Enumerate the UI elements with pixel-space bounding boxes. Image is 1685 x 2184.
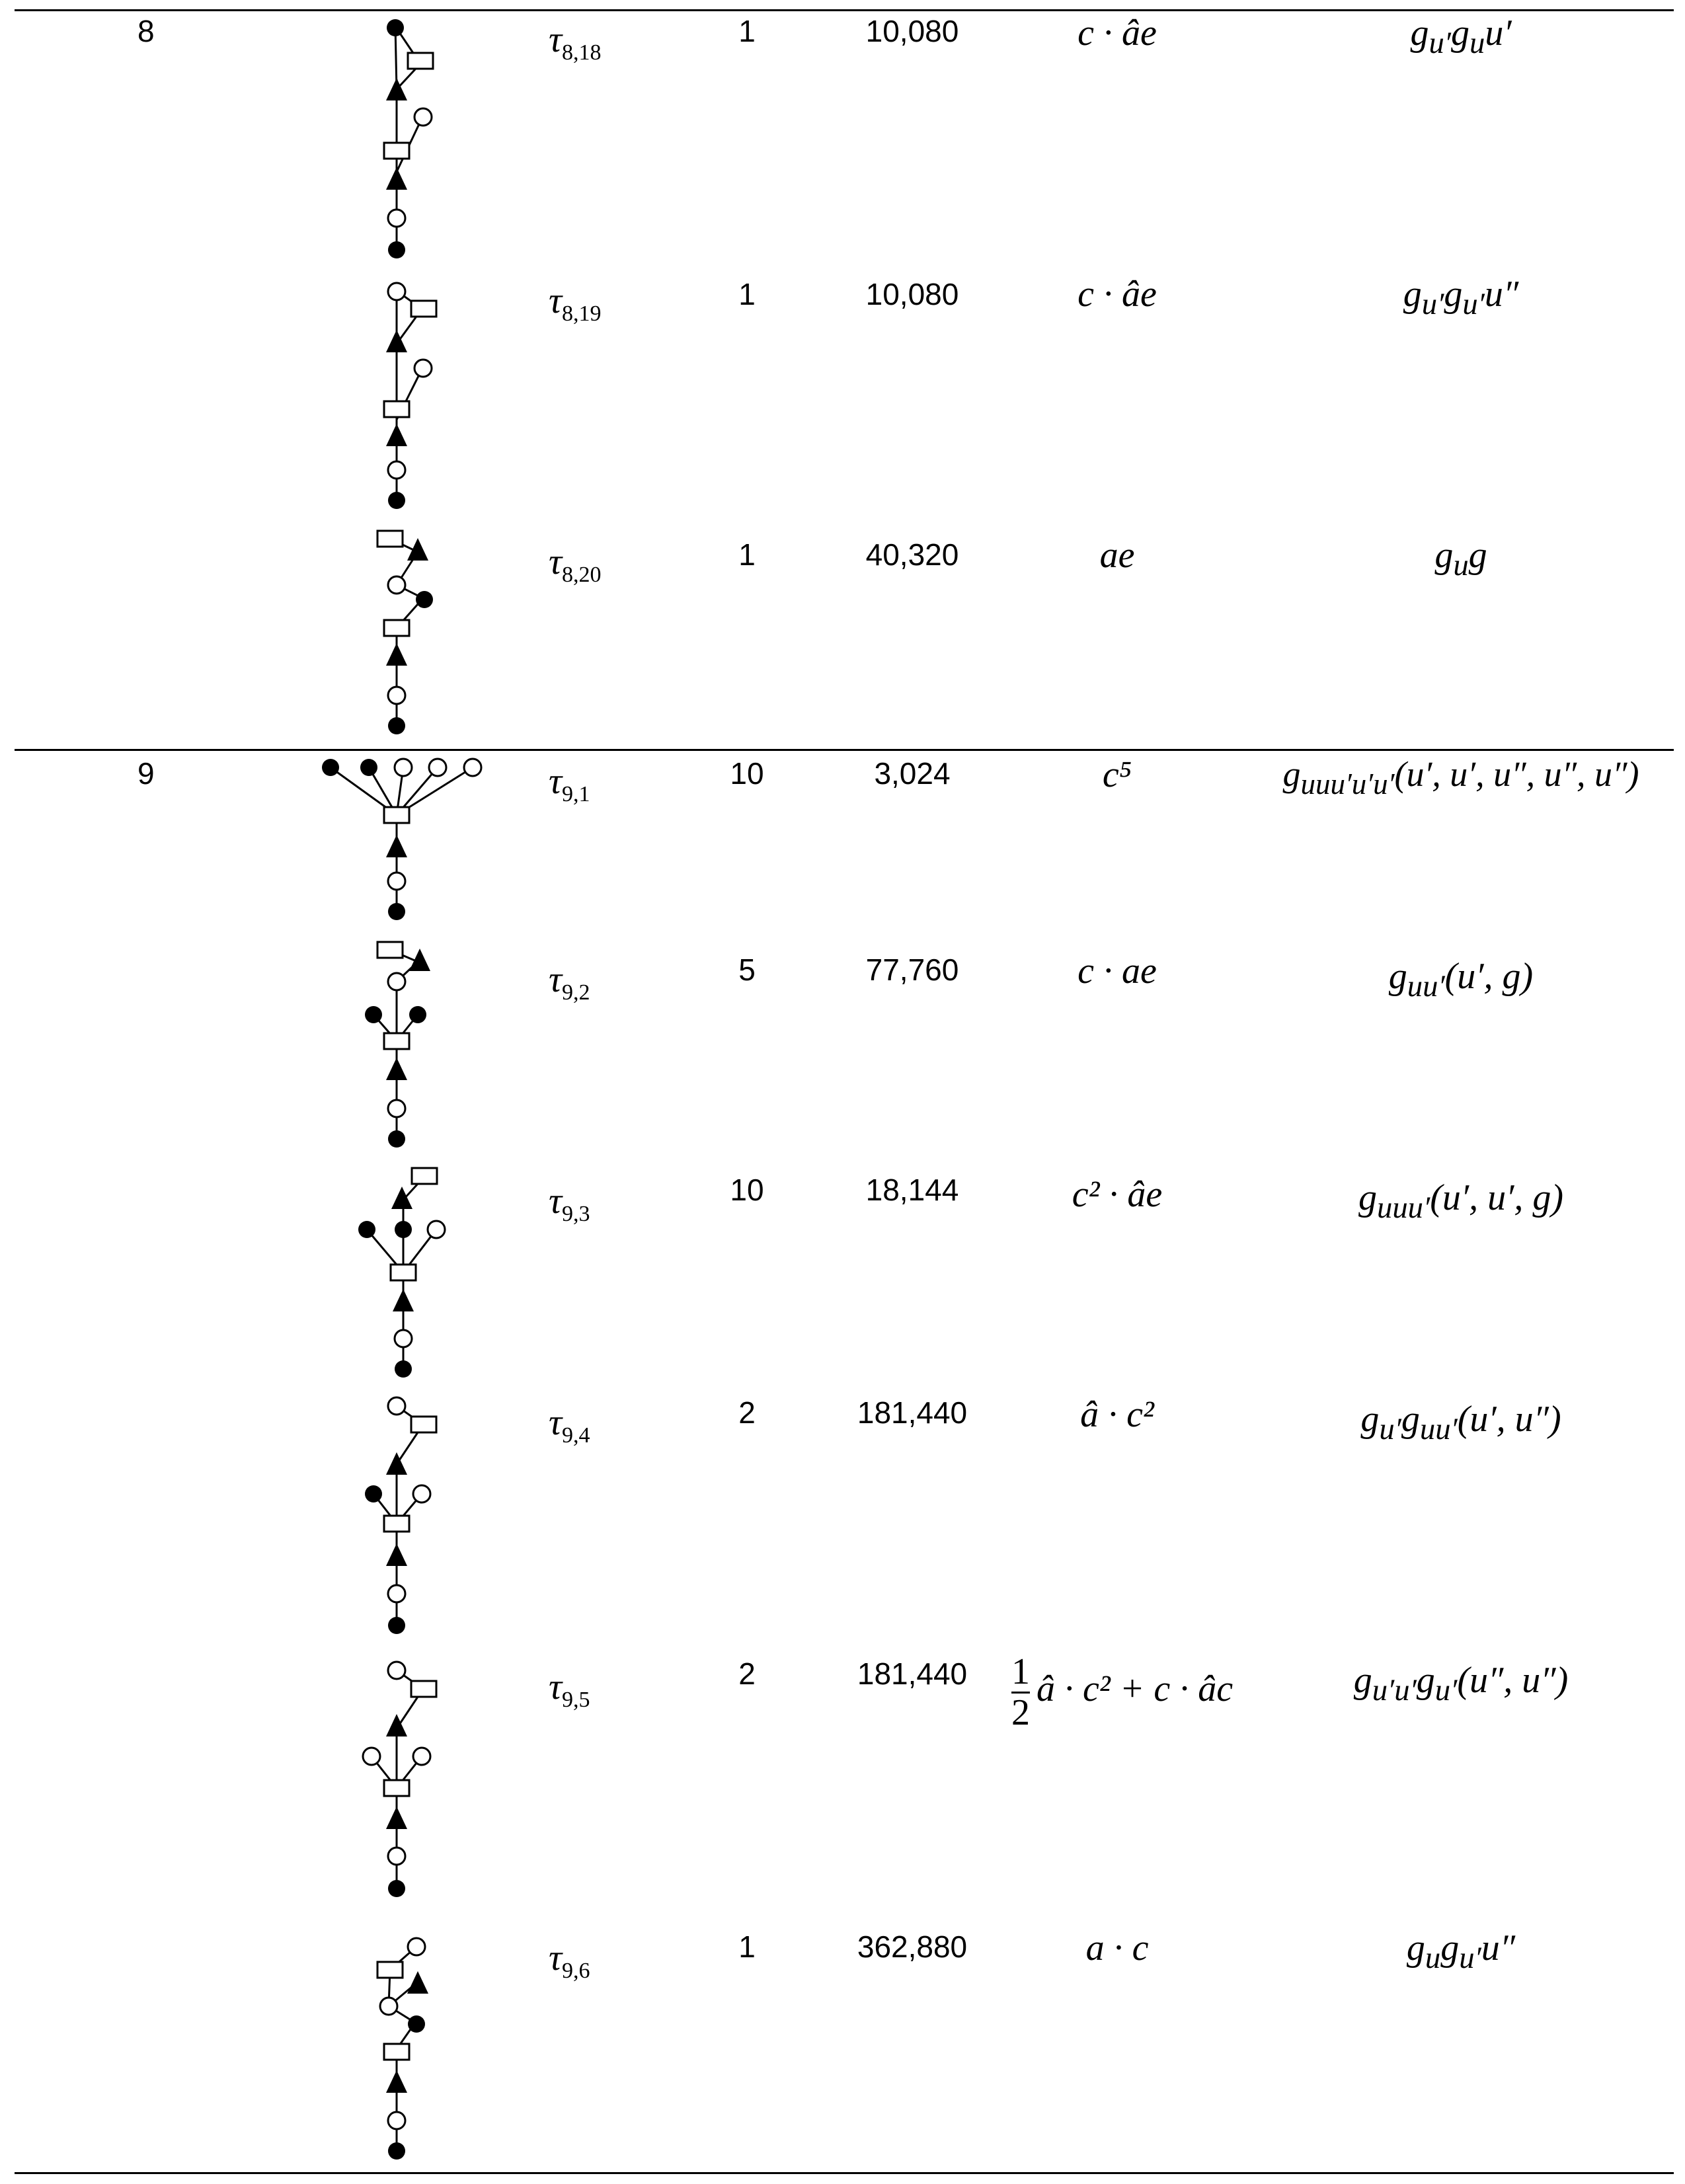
value-cell: 40,320 [865, 537, 959, 572]
value-cell: 18,144 [865, 1173, 959, 1207]
differential-cell: $g_{uuu'}(u'$, u′, g) [1358, 1177, 1563, 1226]
tree-diagram-9-1 [311, 756, 496, 927]
count-cell: 1 [738, 14, 756, 48]
differential-cell: $g_{uuu'u'u'}(u'$, u′, u″, u″, u″) [1282, 754, 1639, 800]
value-cell: 3,024 [874, 756, 951, 791]
tree-label: $\tau_{8,19}$ [549, 280, 602, 327]
tree-label: $\tau_{9,3}$ [549, 1181, 590, 1227]
tree-label: $\tau_{9,1}$ [549, 761, 590, 807]
differential-cell: $g_ug_{u'}u''$ [1406, 1928, 1516, 1976]
count-cell: 1 [738, 537, 756, 572]
tree-diagram-9-2 [344, 935, 450, 1153]
count-cell: 1 [738, 277, 756, 311]
tree-diagram-8-20 [344, 522, 450, 740]
coefficient-cell: c² · âe [1072, 1174, 1163, 1215]
value-cell: 181,440 [857, 1657, 968, 1691]
differential-cell: $g_{u'}g_{uu'}(u'$, u″) [1360, 1399, 1561, 1447]
coefficient-cell: c⁵ [1102, 754, 1132, 795]
coefficient-cell: c · âe [1078, 13, 1157, 54]
differential-cell: $g_{u'u'}g_{u'}(u''$, u″) [1353, 1660, 1569, 1708]
value-cell: 10,080 [865, 277, 959, 311]
count-cell: 1 [738, 1930, 756, 1964]
value-cell: 77,760 [865, 953, 959, 987]
value-cell: 362,880 [857, 1930, 968, 1964]
fraction-one-half: $\frac{1}{2}$ [1011, 1651, 1030, 1733]
top-rule [15, 9, 1674, 11]
tree-label: $\tau_{9,6}$ [549, 1937, 590, 1984]
coefficient-cell: c · âe [1078, 274, 1157, 315]
count-cell: 10 [730, 756, 764, 791]
tree-diagram-9-3 [344, 1160, 450, 1385]
differential-cell: $g_ug$ [1434, 535, 1487, 583]
tree-label: $\tau_{9,5}$ [549, 1666, 590, 1713]
differential-cell: $g_{u'}g_uu'$ [1410, 13, 1512, 61]
value-cell: 181,440 [857, 1395, 968, 1430]
differential-cell: $g_{u'}g_{u'}u''$ [1403, 274, 1519, 322]
coefficient-cell: a · c [1085, 1928, 1149, 1969]
count-cell: 10 [730, 1173, 764, 1207]
count-cell: 5 [738, 953, 756, 987]
tree-label: $\tau_{9,4}$ [549, 1402, 590, 1448]
order-label-8: 8 [137, 14, 155, 48]
count-cell: 2 [738, 1657, 756, 1691]
differential-cell: $g_{uu'}(u'$, g) [1388, 956, 1534, 1004]
group-separator-rule [15, 749, 1674, 751]
tree-diagram-9-5 [344, 1656, 450, 1907]
bottom-rule [15, 2172, 1674, 2174]
tree-label: $\tau_{9,2}$ [549, 959, 590, 1005]
tree-diagram-8-18 [344, 13, 450, 264]
tree-diagram-8-19 [344, 274, 450, 512]
coefficient-cell: â · c² [1080, 1394, 1154, 1435]
tree-label: $\tau_{8,18}$ [549, 19, 602, 65]
value-cell: 10,080 [865, 14, 959, 48]
tree-diagram-9-6 [344, 1930, 450, 2168]
coefficient-cell: $\frac{1}{2}$ â · c² + c · âc [1011, 1651, 1234, 1733]
count-cell: 2 [738, 1395, 756, 1430]
order-label-9: 9 [137, 756, 155, 791]
coefficient-cell: ae [1099, 535, 1135, 576]
tree-diagram-9-4 [344, 1391, 450, 1643]
coefficient-cell: c · ae [1078, 951, 1157, 992]
tree-label: $\tau_{8,20}$ [549, 541, 602, 588]
